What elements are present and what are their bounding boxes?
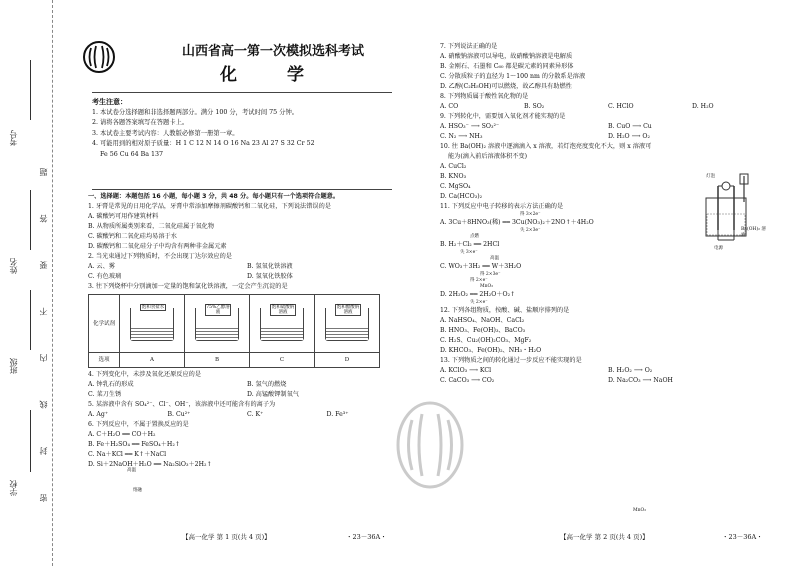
q3-beaker-cell <box>185 295 250 353</box>
apparatus-label-solution: Ba(OH)₂ 溶液 <box>741 227 766 238</box>
q13-option: B. H₂O₂ ⟶ O₂ <box>608 367 653 374</box>
q11-mark: 失 2×3e⁻ <box>520 228 541 233</box>
notice-item: 2. 请将各题答案填写在答题卡上。 <box>92 119 189 126</box>
q8-option: B. SO₂ <box>524 103 545 110</box>
banji-line <box>30 290 31 350</box>
seal-text: 密 封 线 内 不 要 答 题 <box>39 150 48 502</box>
question-2: 2. 当光束通过下列物质时，不会出现丁达尔效应的是 <box>88 253 232 260</box>
question-4: 4. 下列变化中，未涉及氧化还原反应的是 <box>88 371 202 378</box>
xuexiao-line <box>30 410 31 472</box>
q2-option: B. 氢氧化铁溶液 <box>247 263 293 270</box>
section-heading: 一、选择题：本题包括 16 小题，每小题 3 分，共 48 分。每小题只有一个选项符合题意。 <box>88 193 340 200</box>
q8-option: A. CO <box>440 103 459 110</box>
q4-option: D. 高锰酸钾制氧气 <box>247 391 299 398</box>
watermark-logo-icon <box>395 400 465 490</box>
q9-options <box>440 122 776 142</box>
q6-condition: 高温 <box>127 468 136 473</box>
q3-beaker-cell <box>315 295 380 353</box>
notice-item: Fe 56 Cu 64 Ba 137 <box>100 150 164 158</box>
q8-option: D. H₂O <box>692 103 714 110</box>
q2-option: C. 有色玻璃 <box>88 273 122 280</box>
q3-table <box>88 294 380 368</box>
q9-option: D. H₂O ⟶ O₂ <box>608 133 650 140</box>
notice-item: 4. 可能用到的相对原子质量：H 1 C 12 N 14 O 16 Na 23 Al 27 S 32 Cr 52 <box>92 140 315 147</box>
xuexiao-label: 学校 <box>9 480 18 496</box>
question-10: 10. 往 Ba(OH)₂ 溶液中逐滴滴入 x 溶液，若灯泡亮度变化不大，则 x 溶液可 <box>440 143 652 150</box>
q11-mark: 点燃 <box>470 234 479 239</box>
beaker-icon <box>260 305 304 341</box>
exam-title: 山西省高一第一次模拟选科考试 <box>181 44 364 59</box>
q3-row-label: 化学试剂 <box>89 295 120 353</box>
q5-option: C. K⁺ <box>247 411 264 418</box>
q13-options <box>440 366 776 386</box>
q7-option: B. 金刚石、石墨和 C₆₀ 都是碳元素的同素异形体 <box>440 63 574 70</box>
question-3: 3. 往下列烧杯中分别滴加一定量的饱和氯化铁溶液，一定会产生沉淀的是 <box>88 283 288 290</box>
xingming-line <box>30 190 31 250</box>
q11-mark: 得 2×3e⁻ <box>480 272 501 277</box>
beaker-label: 饱和食盐水 <box>141 305 165 310</box>
q3-option: C <box>250 353 315 368</box>
notice-item: 3. 本试卷主要考试内容：人教版必修第一册第一章。 <box>92 129 239 137</box>
question-9: 9. 下列转化中，需要加入氧化剂才能实现的是 <box>440 113 566 120</box>
q1-option: C. 碳酸钙和二氧化硅均易溶于水 <box>88 233 177 240</box>
xingming-label: 姓名 <box>9 258 18 274</box>
q6-option: B. Fe＋H₂SO₄ ══ FeSO₄＋H₂↑ <box>88 441 180 448</box>
apparatus-label-power: 电源 <box>714 246 723 251</box>
q11-mark: 失 3×e⁻ <box>460 250 478 255</box>
apparatus-label-bulb: 灯泡 <box>706 174 715 179</box>
q11-option: B. H₂＋Cl₂ ══ 2HCl <box>440 241 500 248</box>
q12-option: D. KHCO₃、Fe(OH)₂、NH₃・H₂O <box>440 347 542 354</box>
q9-option: B. CuO ⟶ Cu <box>608 123 652 130</box>
exam-logo-icon <box>82 40 116 74</box>
q3-option: A <box>120 353 185 368</box>
q10-option: C. MgSO₄ <box>440 183 471 190</box>
left-column <box>88 192 406 470</box>
q3-option: D <box>315 353 380 368</box>
binding-margin <box>0 0 60 566</box>
q4-option: B. 氢气的燃烧 <box>247 381 287 388</box>
q1-option: D. 碳酸钙和二氧化硅分子中均含有两种非金属元素 <box>88 243 227 250</box>
banji-label: 班级 <box>9 358 18 374</box>
notice-heading: 考生注意： <box>92 97 127 106</box>
question-12: 12. 下列各组物质，按酸、碱、盐顺序排列的是 <box>440 307 570 314</box>
q5-option: B. Cu²⁺ <box>167 411 191 418</box>
question-13: 13. 下列物质之间的转化通过一步反应不能实现的是 <box>440 357 582 364</box>
q3-beaker-cell <box>120 295 185 353</box>
beaker-label: 75%乙醇溶液 <box>206 305 230 315</box>
question-11: 11. 下列反应中电子转移的表示方法正确的是 <box>440 203 564 210</box>
right-footer: 【高一化学 第 2 页(共 4 页)】 <box>560 533 649 541</box>
q10-option: D. Ca(HCO₃)₂ <box>440 193 483 200</box>
seal-dashed-line <box>52 0 53 566</box>
q5-options <box>88 410 406 420</box>
q11-mark: 得 2×e⁻ <box>470 278 488 283</box>
kaohao-label: 考号 <box>9 130 18 146</box>
beaker-label: 饱和硫酸钠溶液 <box>271 305 295 315</box>
question-8: 8. 下列物质属于酸性氧化物的是 <box>440 93 529 100</box>
q3-option-label: 选项 <box>89 353 120 368</box>
q11-mark: 得 3×2e⁻ <box>520 212 541 217</box>
notice-box <box>92 92 392 190</box>
q11-option: A. 3Cu＋8HNO₃(稀) ══ 3Cu(NO₃)₂＋2NO↑＋4H₂O <box>440 219 594 226</box>
q6-option: A. C＋H₂O ══ CO＋H₂ <box>88 431 156 438</box>
q9-option: A. HSO₃⁻ ⟶ SO₃²⁻ <box>440 123 500 130</box>
q7-option: D. 乙醇(C₂H₅OH)可以燃烧，故乙醇具有助燃性 <box>440 83 572 90</box>
q3-option: B <box>185 353 250 368</box>
left-footer: 【高一化学 第 1 页(共 4 页)】 <box>182 533 271 541</box>
beaker-icon <box>325 305 369 341</box>
q10-option: A. CuCl₂ <box>440 163 467 170</box>
q11-option: D. 2H₂O₂ ══ 2H₂O＋O₂↑ <box>440 291 516 298</box>
q1-option: A. 碳酸钙可用作建筑材料 <box>88 213 159 220</box>
question-6: 6. 下列反应中，不属于置换反应的是 <box>88 421 189 428</box>
q8-options <box>440 102 776 112</box>
q5-option: A. Ag⁺ <box>88 411 109 418</box>
question-10-cont: 能为(滴入前后溶液体积不变) <box>448 153 528 160</box>
q7-option: C. 分散质粒子的直径为 1～100 nm 的分散系是溶液 <box>440 73 586 80</box>
q6-condition: 熔融 <box>133 488 142 493</box>
question-1: 1. 牙膏是常见的日用化学品，牙膏中常添加摩擦剂碳酸钙和二氧化硅，下列说法错误的是 <box>88 203 331 210</box>
notice-item: 1. 本试卷分选择题和非选择题两部分。满分 100 分，考试时间 75 分钟。 <box>92 108 299 116</box>
q12-option: B. HNO₃、Fe(OH)₃、BaCO₃ <box>440 327 526 334</box>
beaker-icon <box>195 305 239 341</box>
q10-option: B. KNO₃ <box>440 173 467 180</box>
q12-option: C. H₂S、Cu₂(OH)₂CO₃、MgF₂ <box>440 337 532 344</box>
beaker-icon <box>130 305 174 341</box>
beaker-label: 饱和醋酸钠溶液 <box>336 305 360 315</box>
q11-mark: 高温 <box>490 256 499 261</box>
q13-option: C. CaCO₃ ⟶ CO₂ <box>440 377 495 384</box>
q6-option: D. Si＋2NaOH＋H₂O ══ Na₂SiO₃＋2H₂↑ <box>88 461 212 468</box>
q8-option: C. HClO <box>608 103 634 110</box>
q12-option: A. NaHSO₄、NaOH、CaCl₂ <box>440 317 525 324</box>
exam-subject: 化 学 <box>220 65 326 85</box>
q13-option: D. Na₂CO₃ ⟶ NaOH <box>608 377 673 384</box>
q4-option: C. 菜刀生锈 <box>88 391 122 398</box>
q7-option: A. 硝酸钠溶液可以导电，故硝酸钠溶液是电解质 <box>440 53 573 60</box>
q11-mark: 失 2×e⁻ <box>470 300 488 305</box>
q4-option: A. 钟乳石的形成 <box>88 381 134 388</box>
q2-options <box>88 262 406 282</box>
q13-option: A. KClO₃ ⟶ KCl <box>440 367 492 374</box>
q11-mark: MnO₂ <box>480 284 493 289</box>
q5-option: D. Fe³⁺ <box>326 411 349 418</box>
left-footer-code: ・23－36A・ <box>346 533 387 541</box>
question-7: 7. 下列说法正确的是 <box>440 43 498 50</box>
q6-option: C. Na＋KCl ══ K↑＋NaCl <box>88 451 167 458</box>
q2-option: D. 氢氧化铁胶体 <box>247 273 293 280</box>
q13-mark: MnO₂ <box>633 508 646 513</box>
q1-option: B. 从物质所属类别来看，二氧化硅属于氧化物 <box>88 223 215 230</box>
q9-option: C. N₂ ⟶ NH₃ <box>440 133 483 140</box>
q3-beaker-cell <box>250 295 315 353</box>
q2-option: A. 云、雾 <box>88 263 115 270</box>
right-footer-code: ・23－36A・ <box>722 533 763 541</box>
q4-options <box>88 380 406 400</box>
kaohao-line <box>30 60 31 120</box>
q11-option: C. WO₃＋3H₂ ══ W＋3H₂O <box>440 263 522 270</box>
question-5: 5. 某溶液中含有 SO₄²⁻、Cl⁻、OH⁻，该溶液中还可能含有的离子为 <box>88 401 276 408</box>
